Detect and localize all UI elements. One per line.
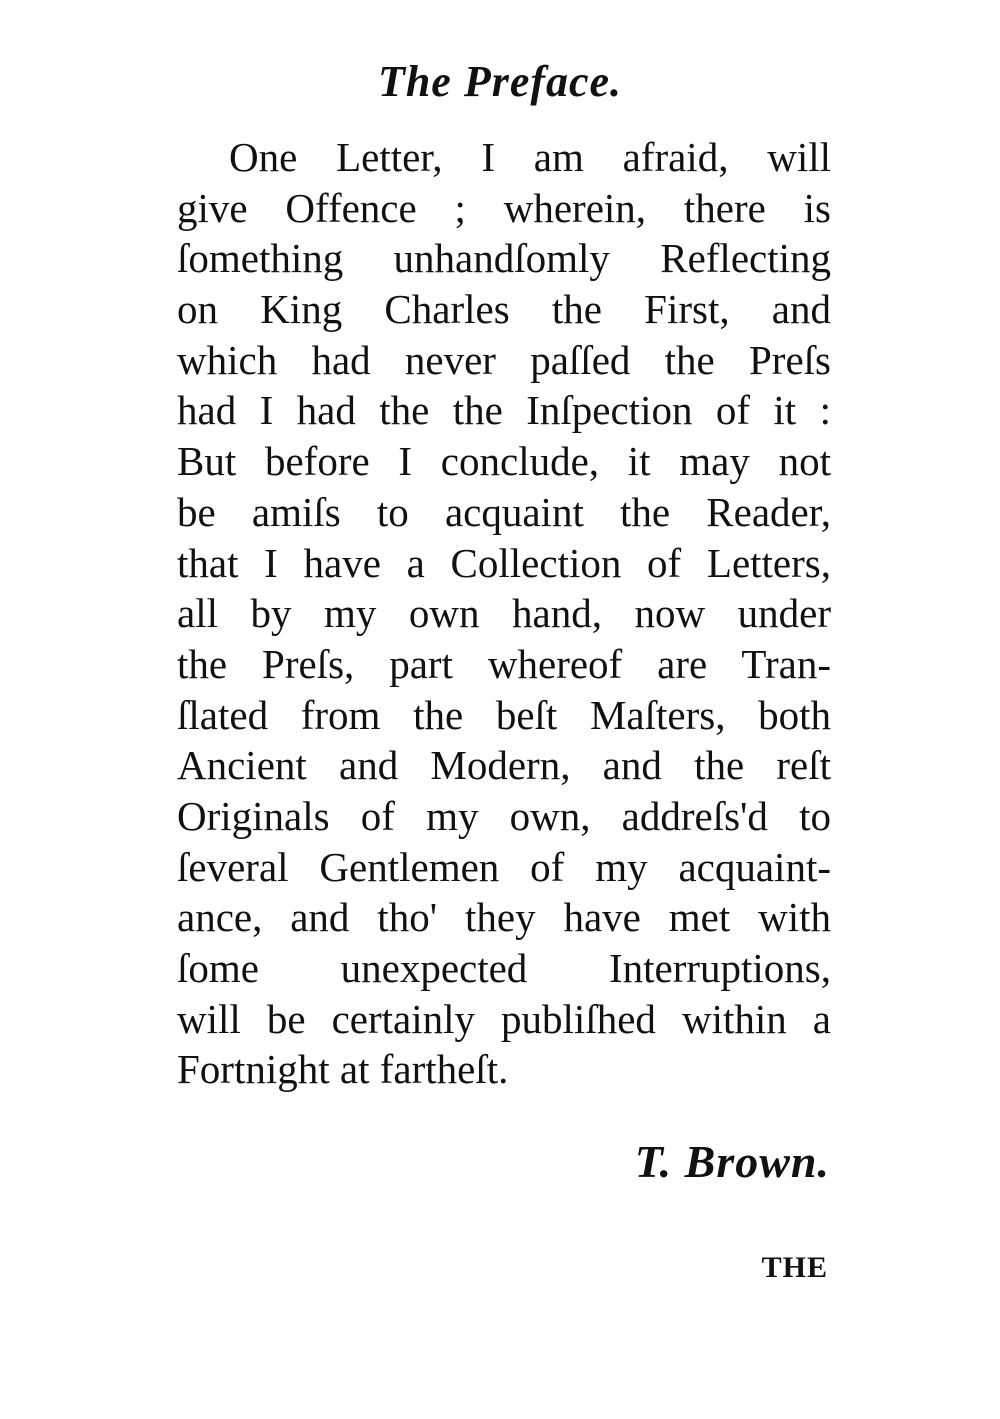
text-line: Fortnight at fartheſt. — [177, 1046, 509, 1093]
text-line: all by my own hand, now under — [177, 590, 831, 637]
text-line: give Offence ; wherein, there is — [177, 184, 831, 231]
text-line: ſome unexpected Interruptions, — [177, 945, 831, 991]
catchword: THE — [761, 1251, 828, 1284]
text-line: the Preſs, part whereof are Tran- — [177, 640, 831, 687]
text-line: ſomething unhandſomly Reflecting — [177, 235, 831, 282]
text-line: that I have a Collection of Letters, — [177, 539, 831, 586]
text-line: Ancient and Modern, and the reſt — [177, 742, 831, 789]
text-line: had I had the the Inſpection of it : — [177, 387, 831, 434]
text-line: But before I conclude, it may not — [177, 438, 831, 485]
signature: T. Brown. — [634, 1136, 830, 1187]
page-title: The Preface. — [377, 57, 623, 106]
preface-body — [177, 132, 831, 1095]
text-line: ſlated from the beſt Maſters, both — [177, 691, 831, 738]
text-line: ſeveral Gentlemen of my acquaint- — [177, 843, 831, 890]
text-line: Originals of my own, addreſs'd to — [177, 792, 831, 839]
text-line: One Letter, I am afraid, will — [229, 134, 831, 180]
text-line: on King Charles the First, and — [177, 286, 831, 333]
text-line: will be certainly publiſhed within a — [177, 995, 831, 1042]
text-line: be amiſs to acquaint the Reader, — [177, 488, 831, 535]
text-line: ance, and tho' they have met with — [177, 894, 831, 941]
text-line: which had never paſſed the Preſs — [177, 336, 831, 383]
